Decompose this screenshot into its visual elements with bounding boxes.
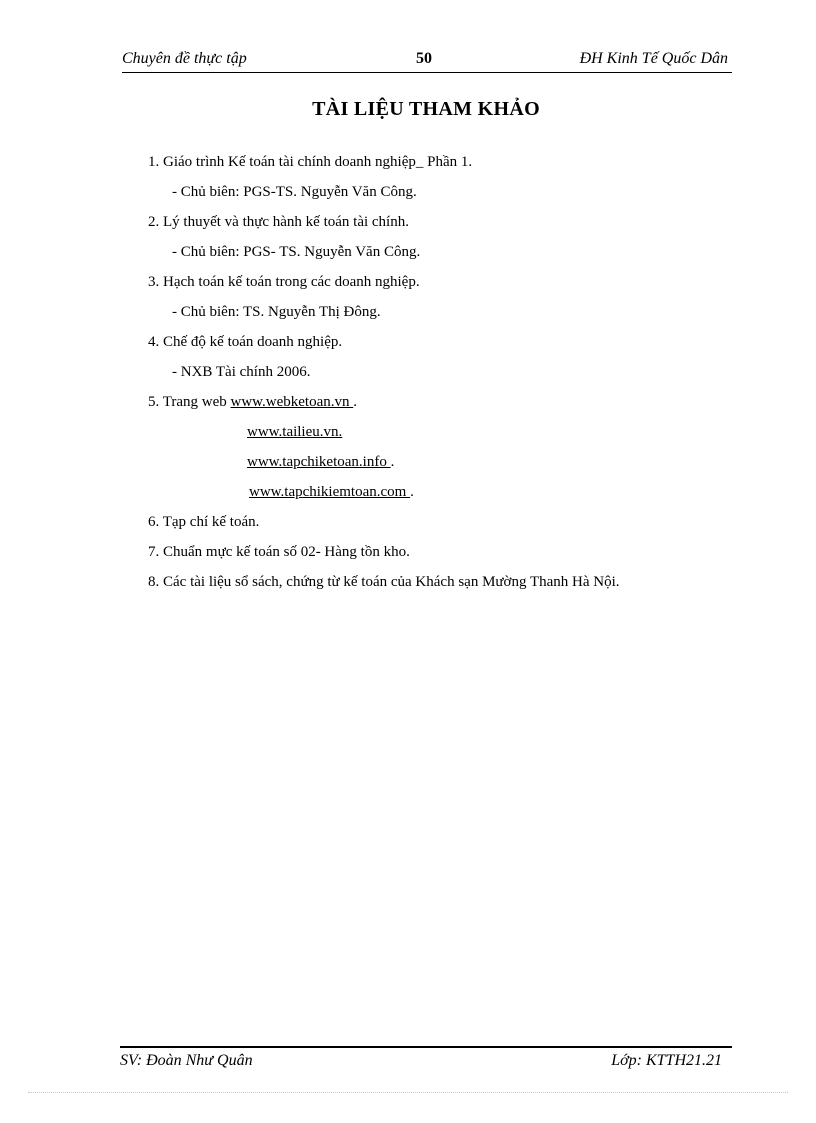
- link-tapchiketoan[interactable]: www.tapchiketoan.info: [247, 454, 391, 470]
- reference-2-title: 2. Lý thuyết và thực hành kế toán tài chính.: [148, 214, 409, 230]
- reference-5-link-3-line: [247, 453, 394, 471]
- reference-5-line: [148, 393, 357, 411]
- link-tailieu[interactable]: www.tailieu.vn.: [247, 424, 343, 440]
- page-footer: [120, 1046, 732, 1074]
- reference-6: 6. Tạp chí kế toán.: [148, 514, 260, 530]
- reference-2-editor: - Chủ biên: PGS- TS. Nguyễn Văn Công.: [172, 244, 421, 260]
- reference-3-title: 3. Hạch toán kế toán trong các doanh nghiệp.: [148, 274, 420, 290]
- page-header: [122, 46, 732, 73]
- reference-1-editor: - Chủ biên: PGS-TS. Nguyễn Văn Công.: [172, 184, 417, 200]
- page-number: 50: [416, 50, 432, 67]
- reference-5-link-3-period: .: [390, 454, 395, 470]
- reference-4-publisher: - NXB Tài chính 2006.: [172, 364, 311, 380]
- reference-5-link-2-line: [247, 423, 342, 441]
- reference-3-editor: - Chủ biên: TS. Nguyễn Thị Đông.: [172, 304, 381, 320]
- page-bottom-divider: [28, 1092, 788, 1093]
- header-course-title: Chuyên đề thực tập: [122, 50, 247, 67]
- footer-student-name: SV: Đoàn Như Quân: [120, 1052, 253, 1069]
- footer-class-code: Lớp: KTTH21.21: [611, 1052, 722, 1069]
- header-university: ĐH Kinh Tế Quốc Dân: [579, 50, 728, 67]
- reference-5-link-4-line: [249, 483, 414, 501]
- reference-8: 8. Các tài liệu sổ sách, chứng từ kế toán của Khách sạn Mường Thanh Hà Nội.: [148, 574, 620, 590]
- link-tapchikiemtoan[interactable]: www.tapchikiemtoan.com: [249, 484, 411, 500]
- link-webketoan[interactable]: www.webketoan.vn: [230, 394, 354, 410]
- reference-1-title: 1. Giáo trình Kế toán tài chính doanh nghiệp_ Phần 1.: [148, 154, 473, 170]
- reference-5-prefix: 5. Trang web: [148, 394, 231, 410]
- reference-5-period: .: [353, 394, 358, 410]
- reference-5-link-4-period: .: [410, 484, 414, 500]
- reference-4-title: 4. Chế độ kế toán doanh nghiệp.: [148, 334, 343, 350]
- reference-7: 7. Chuẩn mực kế toán số 02- Hàng tồn kho.: [148, 544, 410, 560]
- page-title: TÀI LIỆU THAM KHẢO: [312, 98, 540, 120]
